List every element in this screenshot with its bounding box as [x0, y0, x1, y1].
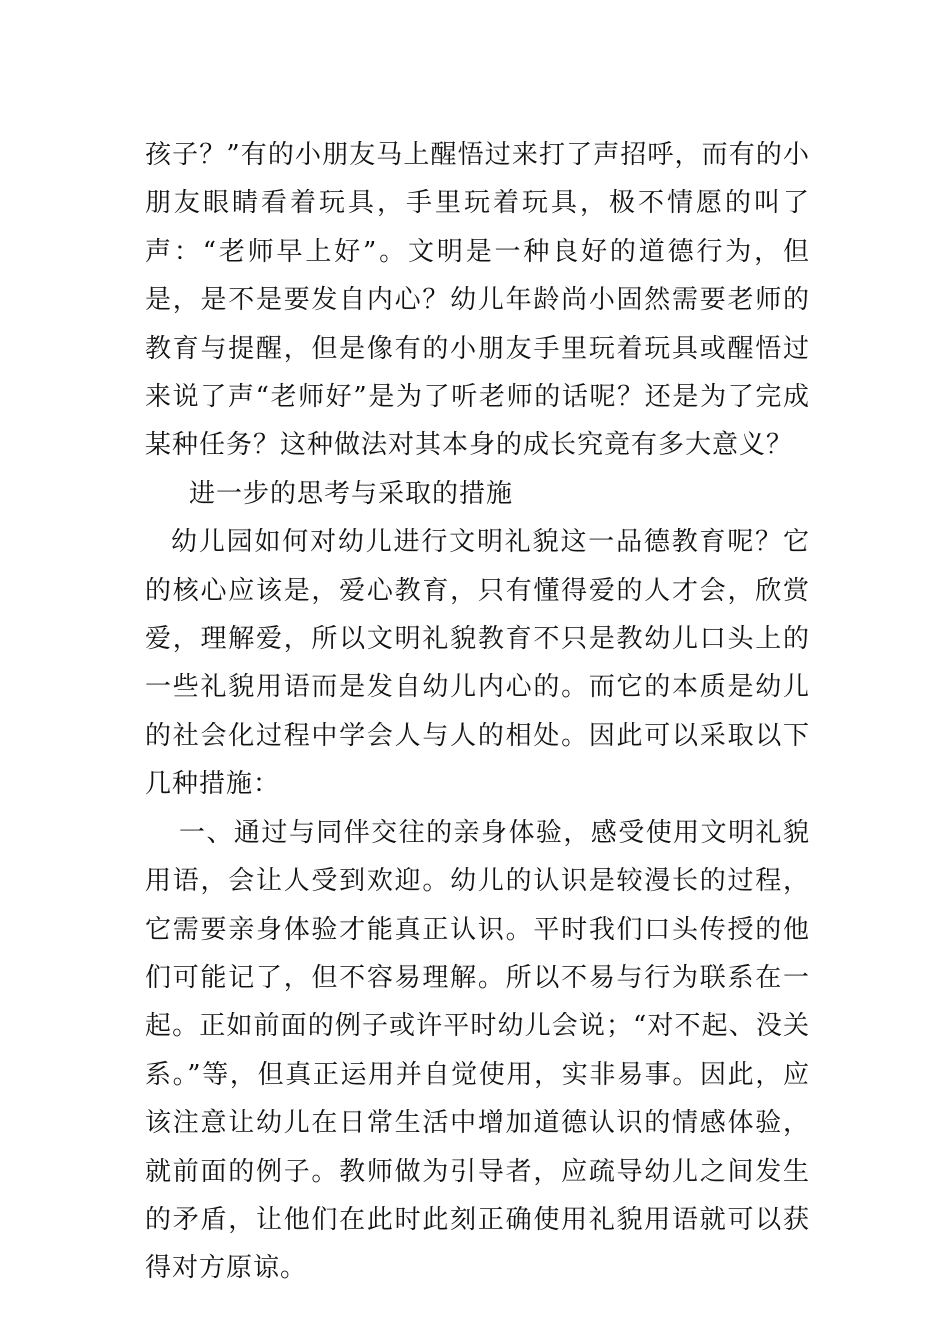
document-body: [145, 131, 810, 1293]
paragraph-continuation: 孩子？”有的小朋友马上醒悟过来打了声招呼，而有的小朋友眼睛看着玩具，手里玩着玩具，极不情愿的叫了声：“老师早上好”。文明是一种良好的道德行为，但是，是不是要发自内心？幼儿年龄尚小固然需要老师的教育与提醒，但是像有的小朋友手里玩着玩具或醒悟过来说了声“老师好”是为了听老师的话呢？还是为了完成某种任务？这种做法对其本身的成长究竟有多大意义？: [145, 140, 810, 461]
paragraph-core-idea: 幼儿园如何对幼儿进行文明礼貌这一品德教育呢？它的核心应该是，爱心教育，只有懂得爱的人才会，欣赏爱，理解爱，所以文明礼貌教育不只是教幼儿口头上的一些礼貌用语而是发自幼儿内心的。而它的本质是幼儿的社会化过程中学会人与人的相处。因此可以采取以下几种措施：: [145, 527, 810, 800]
paragraph-measure-one: 一、通过与同伴交往的亲身体验，感受使用文明礼貌用语，会让人受到欢迎。幼儿的认识是较漫长的过程，它需要亲身体验才能真正认识。平时我们口头传授的他们可能记了，但不容易理解。所以不易与行为联系在一起。正如前面的例子或许平时幼儿会说；“对不起、没关系。”等，但真正运用并自觉使用，实非易事。因此，应该注意让幼儿在日常生活中增加道德认识的情感体验，就前面的例子。教师做为引导者，应疏导幼儿之间发生的矛盾，让他们在此时此刻正确使用礼貌用语就可以获得对方原谅。: [145, 817, 810, 1284]
section-heading: 进一步的思考与采取的措施: [189, 478, 514, 509]
